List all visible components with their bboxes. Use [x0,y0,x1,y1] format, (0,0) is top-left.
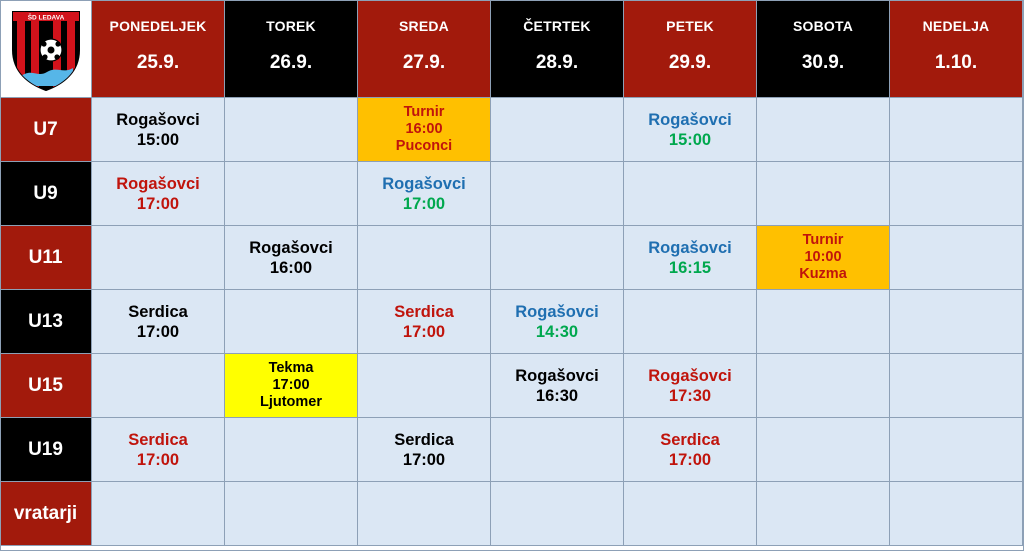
schedule-cell-u15-tue [225,354,358,418]
schedule-cell-gk-sun [890,482,1023,546]
schedule-cell-u13-mon [92,290,225,354]
schedule-cell-u13-thu [491,290,624,354]
location-text: Rogašovci [116,174,200,193]
location-text: Rogašovci [116,110,200,129]
schedule-cell-u9-wed [358,162,491,226]
row-label-u13: U13 [0,290,92,354]
day-header-wed [358,0,491,98]
schedule-cell-gk-fri [624,482,757,546]
schedule-cell-u15-sat [757,354,890,418]
location-text: Rogašovci [249,238,333,257]
schedule-cell-u11-sun [890,226,1023,290]
day-date: 30.9. [801,52,845,73]
schedule-cell-gk-sat [757,482,890,546]
day-name: SREDA [398,18,449,34]
schedule-cell-u11-sat [757,226,890,290]
time-text: 16:00 [405,121,443,137]
schedule-cell-u19-mon [92,418,225,482]
day-date: 27.9. [402,52,446,73]
day-date: 28.9. [535,52,579,73]
schedule-cell-u15-fri [624,354,757,418]
schedule-cell-u13-fri [624,290,757,354]
day-name: ČETRTEK [523,18,591,34]
day-name: PONEDELJEK [109,18,207,34]
time-text: 17:30 [668,386,712,405]
schedule-cell-u11-thu [491,226,624,290]
schedule-cell-u11-fri [624,226,757,290]
time-text: 17:00 [136,450,180,469]
day-header-sat [757,0,890,98]
location-text: Puconci [395,138,453,154]
schedule-cell-u13-sun [890,290,1023,354]
schedule-cell-u11-mon [92,226,225,290]
schedule-cell-u11-wed [358,226,491,290]
row-label-u11: U11 [0,226,92,290]
schedule-cell-u13-tue [225,290,358,354]
time-text: 14:30 [535,322,579,341]
schedule-cell-u15-mon [92,354,225,418]
schedule-cell-u15-wed [358,354,491,418]
schedule-cell-u7-mon [92,98,225,162]
schedule-cell-gk-wed [358,482,491,546]
day-date: 26.9. [269,52,313,73]
time-text: 17:00 [136,322,180,341]
day-name: SOBOTA [792,18,854,34]
schedule-cell-u9-tue [225,162,358,226]
day-header-tue [225,0,358,98]
location-text: Serdica [394,430,454,449]
time-text: 17:00 [272,377,310,393]
row-label-u9: U9 [0,162,92,226]
location-text: Rogašovci [515,302,599,321]
schedule-cell-u15-sun [890,354,1023,418]
day-header-fri [624,0,757,98]
schedule-cell-u15-thu [491,354,624,418]
location-text: Serdica [394,302,454,321]
location-text: Serdica [660,430,720,449]
schedule-cell-u11-tue [225,226,358,290]
day-name: PETEK [666,18,714,34]
schedule-cell-gk-tue [225,482,358,546]
day-header-thu [491,0,624,98]
club-logo-cell [0,0,92,98]
row-label-goalkeepers: vratarji [0,482,92,546]
schedule-cell-u7-sun [890,98,1023,162]
day-name: NEDELJA [922,18,990,34]
schedule-cell-u7-fri [624,98,757,162]
event-type-text: Turnir [403,104,445,120]
location-text: Rogašovci [648,366,732,385]
time-text: 17:00 [668,450,712,469]
location-text: Serdica [128,302,188,321]
schedule-cell-u13-wed [358,290,491,354]
time-text: 16:00 [269,258,313,277]
location-text: Kuzma [799,266,847,282]
row-label-u7: U7 [0,98,92,162]
schedule-cell-u19-wed [358,418,491,482]
day-date: 25.9. [136,52,180,73]
schedule-cell-u19-thu [491,418,624,482]
row-label-u19: U19 [0,418,92,482]
location-text: Rogašovci [515,366,599,385]
schedule-cell-u9-thu [491,162,624,226]
time-text: 16:30 [535,386,579,405]
schedule-cell-u13-sat [757,290,890,354]
club-crest-icon [7,6,85,92]
day-date: 1.10. [934,52,978,73]
time-text: 17:00 [402,194,446,213]
event-type-text: Tekma [268,360,314,376]
time-text: 17:00 [136,194,180,213]
schedule-cell-u19-sun [890,418,1023,482]
location-text: Ljutomer [259,394,323,410]
schedule-cell-u7-thu [491,98,624,162]
location-text: Rogašovci [382,174,466,193]
schedule-cell-u7-wed [358,98,491,162]
event-type-text: Turnir [802,232,844,248]
time-text: 10:00 [804,249,842,265]
schedule-cell-gk-thu [491,482,624,546]
day-name: TOREK [266,18,316,34]
location-text: Rogašovci [648,238,732,257]
day-date: 29.9. [668,52,712,73]
schedule-cell-u19-fri [624,418,757,482]
schedule-cell-u9-sat [757,162,890,226]
schedule-cell-u19-sat [757,418,890,482]
schedule-cell-u7-sat [757,98,890,162]
time-text: 15:00 [668,130,712,149]
day-header-mon [92,0,225,98]
club-name-text: ŠD LEDAVA [27,14,64,21]
schedule-cell-u7-tue [225,98,358,162]
day-header-sun [890,0,1023,98]
schedule-cell-gk-mon [92,482,225,546]
location-text: Rogašovci [648,110,732,129]
time-text: 17:00 [402,450,446,469]
schedule-cell-u19-tue [225,418,358,482]
time-text: 17:00 [402,322,446,341]
location-text: Serdica [128,430,188,449]
time-text: 15:00 [136,130,180,149]
time-text: 16:15 [668,258,712,277]
schedule-cell-u9-mon [92,162,225,226]
row-label-u15: U15 [0,354,92,418]
schedule-cell-u9-fri [624,162,757,226]
schedule-cell-u9-sun [890,162,1023,226]
